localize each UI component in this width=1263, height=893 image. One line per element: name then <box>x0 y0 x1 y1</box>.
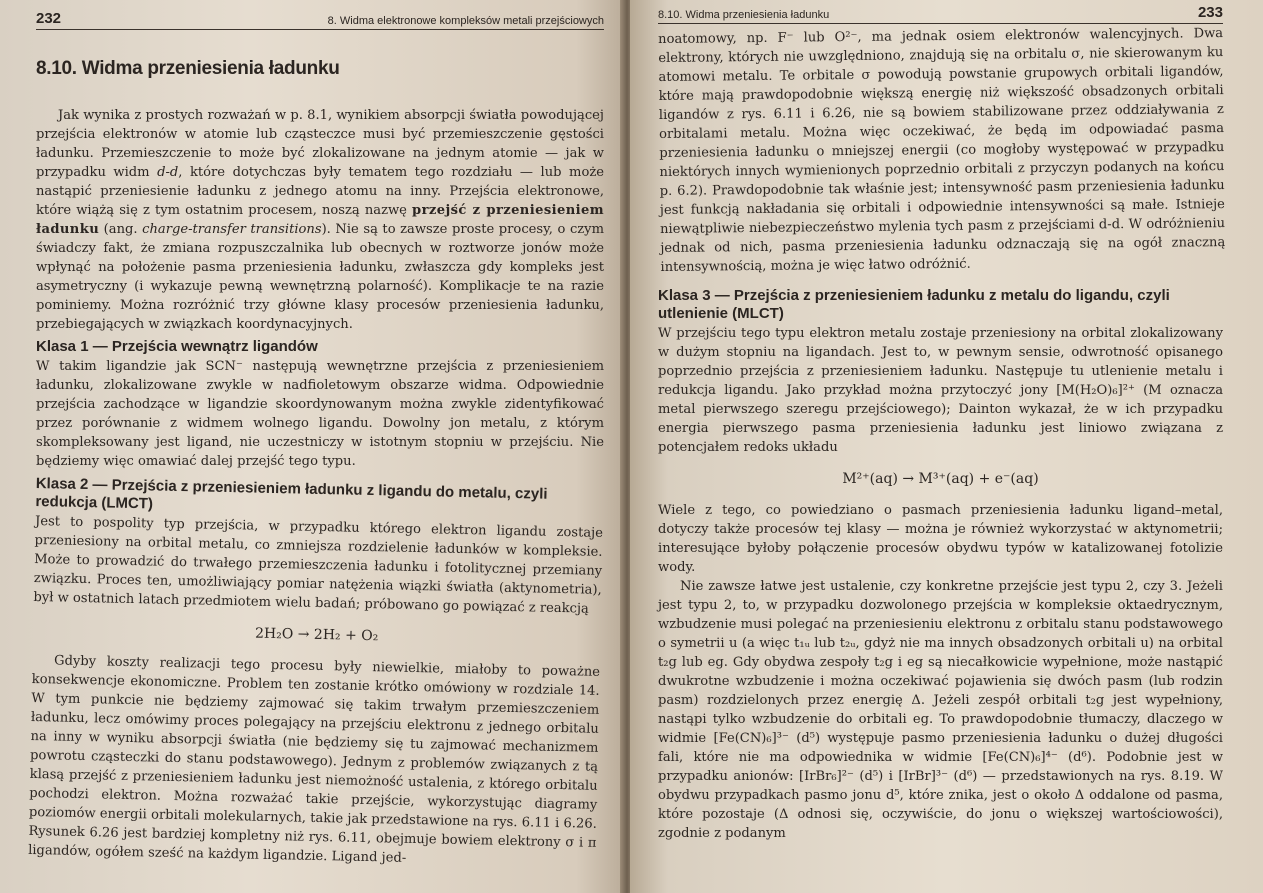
class-3-heading: Klasa 3 — Przejścia z przeniesieniem ładunku z metalu do ligandu, czyli utlenienie (MLCT) <box>658 287 1170 322</box>
intro-text-b: , które dotychczas były tematem tego rozdziału — lub może nastąpić przeniesienie ładunku z jednego atomu na inny. Przejścia elektronowe, które wiążą się z tym ostatnim procesem, noszą nazwę <box>36 165 604 218</box>
class-2-text: Jest to pospolity typ przejścia, w przypadku którego elektron ligandu zostaje przeniesiony na orbital metalu, co zmniejsza rozdzielenie ładunków w kompleksie. Może to prowadzić do trwałego przemieszczenia ładunku i fotolitycznej przemiany związku. Proces ten, umożliwiający pomiar natężenia wiązki światła (aktynometria), był w ostatnich latach przedmiotem wielu badań; próbowano go powiązać z reakcją <box>33 513 604 617</box>
section-title: 8.10. Widma przeniesienia ładunku <box>36 58 340 79</box>
class-1-text: W takim ligandzie jak SCN⁻ następują wewnętrzne przejścia z przeniesieniem ładunku, zlokalizowane zwykle w nadfioletowym obszarze widma. Odpowiednie przejścia zachodzące w ligandzie skoordynowanym można zwykle zidentyfikować przez porównanie z widmem wolnego ligandu. Dowolny jon metalu, z którym skompleksowany jest ligand, nie uczestniczy w istotnym stopniu w przejściu. Nie będziemy więc omawiać dalej przejść tego typu. <box>36 359 604 469</box>
upper-right-block <box>658 24 1226 277</box>
right-running-header <box>658 4 1223 24</box>
cost-paragraph: Gdyby koszty realizacji tego procesu były niewielkie, miałoby to poważne konsekwencje ekonomiczne. Problem ten zostanie krótko omówiony w rozdziale 14. W tym punkcie nie będziemy zajmować się takim trwałym przemieszczeniem ładunku, lecz omówimy proces polegający na przejściu elektronu z jednego orbitalu na inny w wyniku absorpcji światła (nie będziemy się tu zajmować mechanizmem powrotu cząsteczki do stanu podstawowego). Jednym z problemów związanych z tą klasą przejść z przeniesieniem ładunku jest niemożność ustalenia, z którego orbitalu pochodzi elektron. Można rozważać takie przejście, wykorzystując diagramy poziomów energii orbitali molekularnych, takie jak przedstawione na rys. 6.11 i 6.26. Rysunek 6.26 jest bardziej kompletny niż rys. 6.11, obejmuje bowiem elektrony σ i π ligandów, ogółem sześć na każdym ligandzie. Ligand jed- <box>27 653 601 866</box>
intro-english-term: charge-transfer transitions <box>142 222 322 237</box>
intro-key-term: przejść z przeniesieniem ładunku <box>36 203 604 237</box>
left-page <box>0 0 626 893</box>
ligand-metal-paragraph: Wiele z tego, co powiedziano o pasmach przeniesienia ładunku ligand–metal, dotyczy także procesów tej klasy — można je również wykorzystać w aktynometrii; interesujące byłoby połączenie procesów obydwu typów w katalizowanej fotolizie wody. <box>658 503 1223 575</box>
right-page <box>630 0 1263 893</box>
class-1-heading: Klasa 1 — Przejścia wewnątrz ligandów <box>36 338 318 355</box>
class-3-text: W przejściu tego typu elektron metalu zostaje przeniesiony na orbital zlokalizowany w dużym stopniu na ligandach. Jest to, w pewnym sensie, odwrotność opisanego poprzednio przejścia z przeniesieniem ładunku. Następuje tu utlenienie metalu i redukcja ligandu. Jako przykład można przytoczyć jony [M(H₂O)₆]²⁺ (M oznacza metal pierwszego szeregu przejściowego); Dainton wykazał, że w ich przypadku energia pierwszego pasma przeniesienia ładunku jest liniowo związana z potencjałem redoks układu <box>658 326 1223 455</box>
left-running-head-text: 8. Widma elektronowe kompleksów metali przejściowych <box>327 15 604 27</box>
lower-left-block <box>28 475 604 872</box>
intro-dd-term: d-d <box>157 165 179 180</box>
class-2-heading: Klasa 2 — Przejścia z przeniesieniem ładunku z ligandu do metalu, czyli redukcja (LMCT) <box>35 475 548 513</box>
left-running-header <box>36 10 604 30</box>
redox-equation: M²⁺(aq) → M³⁺(aq) + e⁻(aq) <box>842 471 1039 487</box>
intro-text-c: (ang. <box>99 222 143 237</box>
right-running-head-text: 8.10. Widma przeniesienia ładunku <box>658 9 830 21</box>
water-splitting-equation: 2H₂O → 2H₂ + O₂ <box>254 625 379 645</box>
intro-text-d: ). Nie są to zawsze proste procesy, o czym świadczy fakt, że zmiana rozpuszczalnika lub obecnych w roztworze jonów może wpłynąć na położenie pasma przeniesienia ładunku, zwłaszcza gdy kompleks jest asymetryczny (i wykazuje pewną wewnętrzną polarność). Komplikacje te na razie pominiemy. Można rozróżnić trzy główne klasy procesów przeniesienia ładunku, przebiegających w związkach koordynacyjnych. <box>36 222 604 332</box>
intro-paragraph <box>36 106 604 334</box>
intro-text-a: Jak wynika z prostych rozważań w p. 8.1, wynikiem absorpcji światła powodującej przejścia elektronów w atomie lub cząsteczce musi być przemieszczenie gęstości ładunku. Przemieszczenie to może być zlokalizowane na jednym atomie — jak w przypadku widm <box>36 108 604 180</box>
type-2-or-3-paragraph: Nie zawsze łatwe jest ustalenie, czy konkretne przejście jest typu 2, czy 3. Jeżeli jest typu 2, to, w przypadku dozwolonego przejścia w kompleksie oktaedrycznym, wzbudzenie musi polegać na przeniesieniu elektronu z orbitalu stanu podstawowego o symetrii u (a więc t₁ᵤ lub t₂ᵤ, gdyż nie ma innych obsadzonych orbitali u) na orbital t₂g lub eg. Gdy obydwa zespoły t₂g i eg są niecałkowicie wypełnione, może nastąpić dwukrotne wzbudzenie i można oczekiwać pojawienia się dwóch pasm (lub rodzin pasm) rozdzielonych przez energię Δ. Jeżeli zespół orbitali t₂g jest wypełniony, nastąpi tylko wzbudzenie do orbitali eg. To prawdopodobnie tłumaczy, dlaczego w widmie [Fe(CN)₆]³⁻ (d⁵) występuje pasmo przeniesienia ładunku o dużej długości fali, które nie ma odpowiednika w widmie [Fe(CN)₆]⁴⁻ (d⁶). Podobnie jest w przypadku anionów: [IrBr₆]²⁻ (d⁵) i [IrBr]³⁻ (d⁶) — przedstawionych na rys. 8.19. W obydwu przypadkach pasmo jonu d⁵, które znika, jest o około Δ oddalone od pasma, które pozostaje (Δ odnosi się, oczywiście, do jonu o większej wartościowości), zgodnie z podanym <box>658 579 1223 841</box>
continuation-paragraph: noatomowy, np. F⁻ lub O²⁻, ma jednak osiem elektronów walencyjnych. Dwa elektrony, których nie uwzględniono, znajdują się na orbitalu σ, nie skierowanym ku atomowi metalu. Te orbitale σ powodują powstanie grupowych orbitali ligandów, które mają prawdopodobnie większą energię niż większość obsadzonych orbitali ligandów z rys. 6.11 i 6.26, nie są bowiem stabilizowane przez oddziaływania z orbitalami metalu. Można więc oczekiwać, że będą im odpowiadać pasma przeniesienia ładunku o mniejszej energii (co mogłoby występować w przypadku niektórych innych wymienionych poprzednio orbitali z przyczyn podanych na końcu p. 6.2). Prawdopodobnie tak właśnie jest; intensywność pasm przeniesienia ładunku jest funkcją nakładania się orbitali i odpowiednie intensywności są małe. Istnieje niewątpliwie niebezpieczeństwo mylenia tych pasm z przejściami d-d. W odróżnieniu jednak od nich, pasma przeniesienia ładunku odznaczają się na ogół znaczną intensywnością, można je więc łatwo odróżnić. <box>658 26 1226 275</box>
right-page-number: 233 <box>1197 4 1223 21</box>
left-page-number: 232 <box>36 10 62 27</box>
